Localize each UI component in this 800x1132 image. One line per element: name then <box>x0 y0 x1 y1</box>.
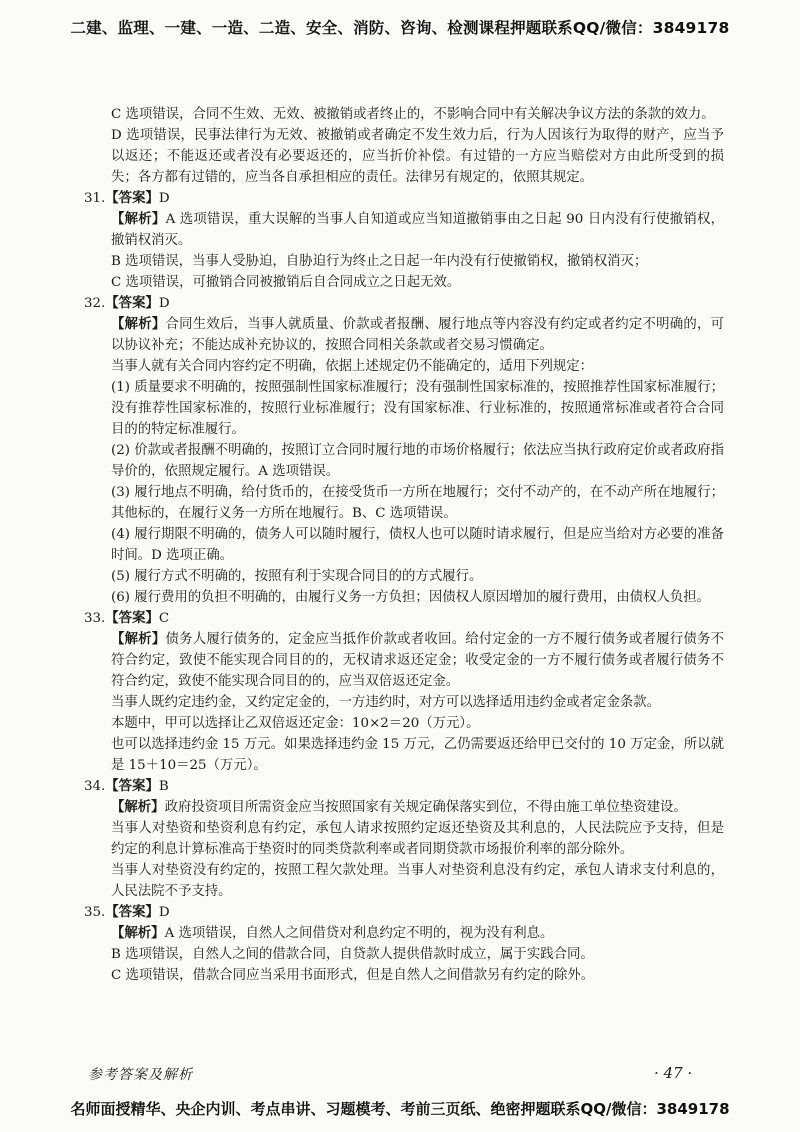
page-number: · 47 · <box>654 1064 693 1082</box>
paragraph: 也可以选择违约金 15 万元。如果选择违约金 15 万元，乙仍需要返还给甲已交付的 10 万定金，所以就是 15＋10＝25（万元）。 <box>111 737 724 773</box>
question-35-header <box>84 902 724 923</box>
answer-content <box>84 104 724 986</box>
answer-value: D <box>158 296 170 311</box>
answer-tag: 【答案】 <box>105 190 159 206</box>
analysis-text: 合同生效后，当事人就质量、价款或者报酬、履行地点等内容没有约定或者约定不明确的，可以协议补充；不能达成补充协议的，按照合同相关条款或者交易习惯确定。 <box>111 317 725 353</box>
analysis-text: 债务人履行债务的，定金应当抵作价款或者收回。给付定金的一方不履行债务或者履行债务不符合约定，致使不能实现合同目的的，无权请求返还定金；收受定金的一方不履行债务或者履行债务不符合约定，致使不能实现合同目的的，应当双倍返还定金。 <box>111 632 725 689</box>
paragraph: 当事人对垫资和垫资利息有约定，承包人请求按照约定返还垫资及其利息的，人民法院应予支持，但是约定的利息计算标准高于垫资时的同类贷款利率或者同期贷款市场报价利率的部分除外。 <box>111 821 724 857</box>
paragraph: 当事人对垫资没有约定的，按照工程欠款处理。当事人对垫资利息没有约定，承包人请求支付利息的，人民法院不予支持。 <box>111 863 724 899</box>
paragraph: B 选项错误，自然人之间的借款合同，自贷款人提供借款时成立，属于实践合同。 <box>111 947 594 962</box>
top-banner: 二建、监理、一建、一造、二造、安全、消防、咨询、检测课程押题联系QQ/微信：3849178 <box>70 19 730 37</box>
analysis-tag: 【解析】 <box>111 799 165 815</box>
question-number: 33. <box>84 611 106 626</box>
question-34-header <box>84 776 724 797</box>
question-number: 31. <box>84 191 106 206</box>
analysis <box>84 923 724 944</box>
paragraph: (3) 履行地点不明确，给付货币的，在接受货币一方所在地履行；交付不动产的，在不动产所在地履行；其他标的，在履行义务一方所在地履行。B、C 选项错误。 <box>111 485 724 521</box>
paragraph: C 选项错误，借款合同应当采用书面形式，但是自然人之间借款另有约定的除外。 <box>111 968 595 983</box>
analysis-tag: 【解析】 <box>111 925 165 941</box>
footer-section-title: 参考答案及解析 <box>88 1067 193 1083</box>
question-number: 32. <box>84 296 106 311</box>
paragraph: C 选项错误，合同不生效、无效、被撤销或者终止的，不影响合同中有关解决争议方法的条款的效力。 <box>111 107 715 122</box>
answer-tag: 【答案】 <box>105 610 159 626</box>
paragraph: 当事人既约定违约金，又约定定金的，一方违约时，对方可以选择适用违约金或者定金条款。 <box>111 695 661 710</box>
analysis-tag: 【解析】 <box>111 631 166 647</box>
analysis-text: 政府投资项目所需资金应当按照国家有关规定确保落实到位，不得由施工单位垫资建设。 <box>164 800 687 815</box>
paragraph: (1) 质量要求不明确的，按照强制性国家标准履行；没有强制性国家标准的，按照推荐性国家标准履行；没有推荐性国家标准的，按照行业标准履行；没有国家标准、行业标准的，按照通常标准或者符合合同目的的特定标准履行。 <box>111 380 724 437</box>
paragraph: C 选项错误，可撤销合同被撤销后自合同成立之日起无效。 <box>111 275 461 290</box>
paragraph: (2) 价款或者报酬不明确的，按照订立合同时履行地的市场价格履行；依法应当执行政府定价或者政府指导价的，依照规定履行。A 选项错误。 <box>111 443 724 479</box>
answer-tag: 【答案】 <box>105 778 159 794</box>
bottom-banner: 名师面授精华、央企内训、考点串讲、习题模考、考前三页纸、绝密押题联系QQ/微信：3849178 <box>70 1100 730 1118</box>
answer-value: D <box>158 905 170 920</box>
question-number: 34. <box>84 779 106 794</box>
analysis-text: A 选项错误，自然人之间借贷对利息约定不明的，视为没有利息。 <box>164 926 554 941</box>
analysis <box>84 209 724 251</box>
analysis-tag: 【解析】 <box>111 211 166 227</box>
paragraph: (4) 履行期限不明确的，债务人可以随时履行，债权人也可以随时请求履行，但是应当给对方必要的准备时间。D 选项正确。 <box>111 527 724 563</box>
paragraph: 本题中，甲可以选择让乙双倍返还定金：10×2＝20（万元）。 <box>111 716 480 731</box>
analysis-text: A 选项错误，重大误解的当事人自知道或应当知道撤销事由之日起 90 日内没有行使撤销权，撤销权消灭。 <box>111 212 724 248</box>
paragraph: 当事人就有关合同内容约定不明确，依据上述规定仍不能确定的，适用下列规定： <box>111 359 594 374</box>
question-31-header <box>84 188 724 209</box>
question-32-header <box>84 293 724 314</box>
paragraph: D 选项错误，民事法律行为无效、被撤销或者确定不发生效力后，行为人因该行为取得的财产，应当予以返还；不能返还或者没有必要返还的，应当折价补偿。有过错的一方应当赔偿对方由此所受到的损失；各方都有过错的，应当各自承担相应的责任。法律另有规定的，依照其规定。 <box>111 128 724 185</box>
analysis <box>84 314 724 356</box>
analysis <box>84 797 724 818</box>
answer-tag: 【答案】 <box>105 904 159 920</box>
question-33-header <box>84 608 724 629</box>
paragraph: (6) 履行费用的负担不明确的，由履行义务一方负担；因债权人原因增加的履行费用，由债权人负担。 <box>111 590 711 605</box>
answer-tag: 【答案】 <box>105 295 159 311</box>
answer-value: C <box>158 611 170 626</box>
paragraph: (5) 履行方式不明确的，按照有利于实现合同目的的方式履行。 <box>111 569 483 584</box>
answer-value: D <box>158 191 170 206</box>
answer-value: B <box>158 779 169 794</box>
analysis <box>84 629 724 692</box>
paragraph: B 选项错误，当事人受胁迫，自胁迫行为终止之日起一年内没有行使撤销权，撤销权消灭； <box>111 254 648 269</box>
analysis-tag: 【解析】 <box>111 316 166 332</box>
question-number: 35. <box>84 905 106 920</box>
